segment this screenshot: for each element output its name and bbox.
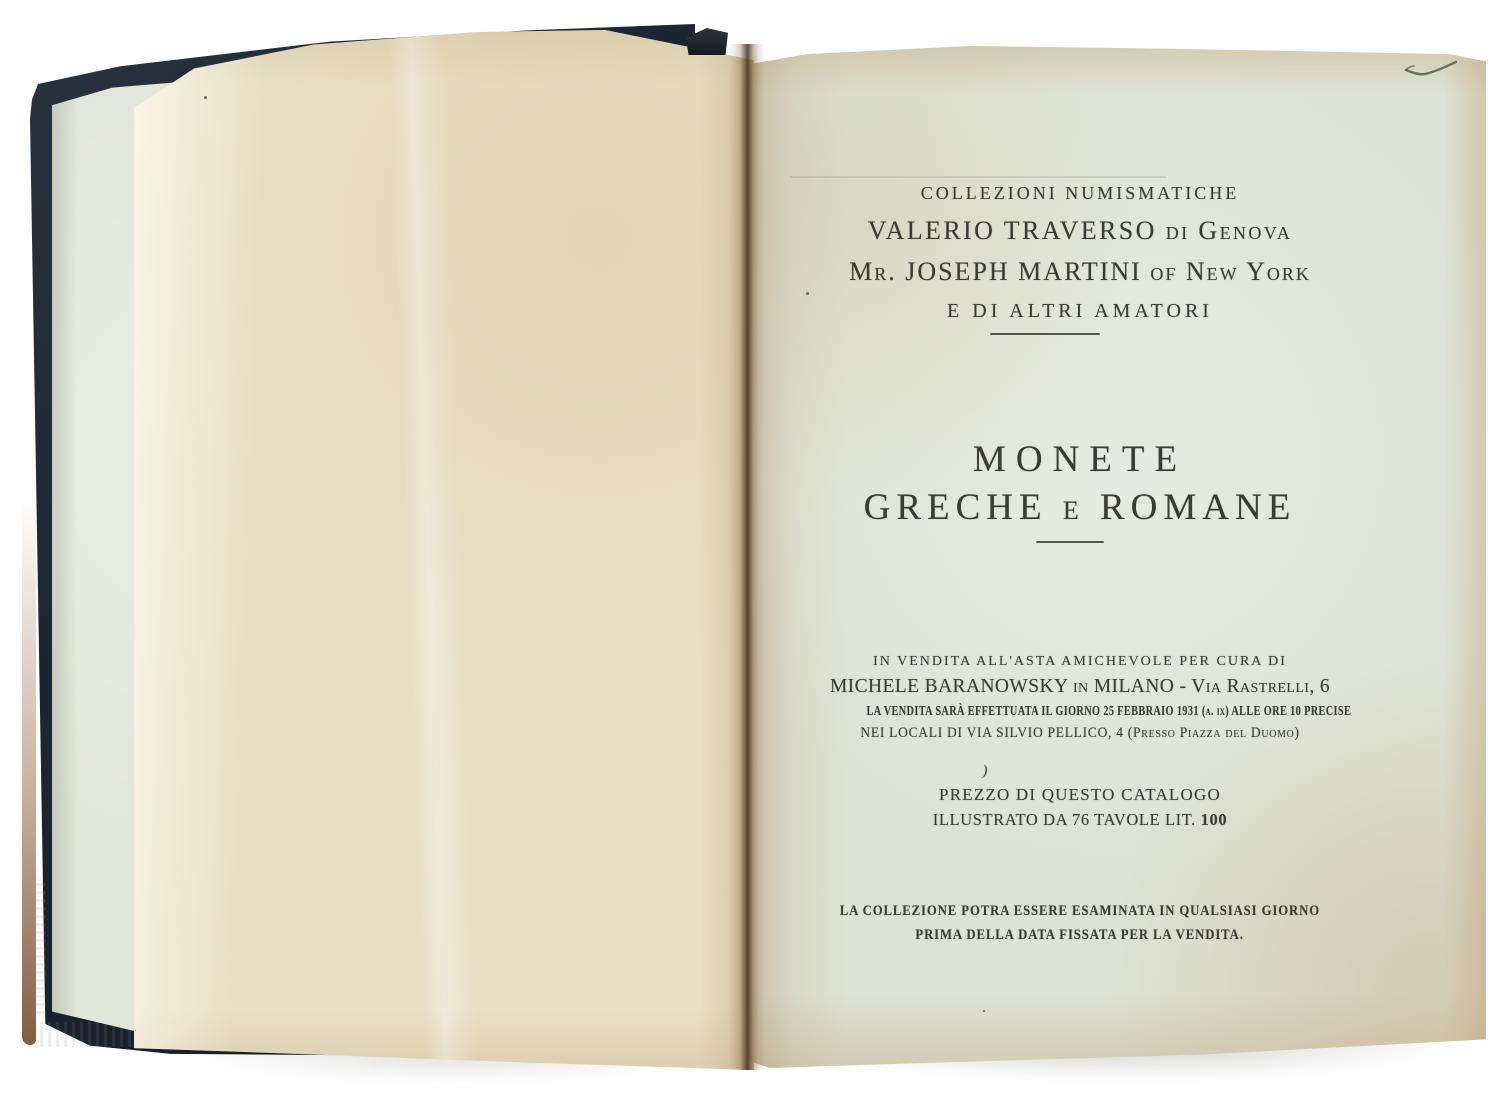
catalog-price-line-1: PREZZO DI QUESTO CATALOGO: [939, 785, 1221, 804]
catalog-price-amount: 100: [1200, 810, 1228, 829]
series-title: COLLEZIONI NUMISMATICHE: [920, 183, 1240, 203]
sale-location-line: [790, 725, 1370, 742]
viewing-note-text-2: PRIMA DELLA DATA FISSATA PER LA VENDITA.: [915, 927, 1245, 943]
collection-owner-line-1: VALERIO TRAVERSO di Genova: [867, 216, 1293, 245]
pencil-check-mark: [1404, 58, 1458, 86]
gutter-shadow: [729, 44, 765, 1070]
viewing-note-text-1: LA COLLEZIONE POTRA ESSERE ESAMINATA IN QUALSIASI GIORNO: [839, 903, 1321, 919]
cover-tooling-pattern-left: [33, 882, 46, 1014]
catalog-price-line-2: [790, 811, 1370, 829]
sale-date-line: [790, 704, 1370, 719]
auctioneer-address-line: MICHELE BARANOWSKY in MILANO - Via Rastrelli, 6: [829, 676, 1331, 697]
main-title-line-2: GRECHE e ROMANE: [863, 487, 1297, 528]
viewing-note-line-2: [790, 928, 1370, 944]
collection-owner-line-3: E DI ALTRI AMATORI: [947, 300, 1213, 322]
divider-rule-upper: [990, 333, 1100, 335]
title-page-text-block: [790, 0, 1370, 1108]
viewing-note-line-1: [790, 904, 1370, 920]
divider-rule-lower: [1036, 541, 1104, 543]
sale-notice-line-1: IN VENDITA ALL'ASTA AMICHEVOLE PER CURA DI: [873, 654, 1287, 669]
sale-date-text: LA VENDITA SARÀ EFFETTUATA IL GIORNO 25 FEBBRAIO 1931 (a. ix) ALLE ORE 10 PRECISE: [866, 703, 1352, 718]
blank-flyleaf-page: [134, 30, 754, 1070]
main-title-line-1: MONETE: [972, 439, 1188, 480]
sale-location-text: NEI LOCALI DI VIA SILVIO PELLICO, 4 (Presso Piazza del Duomo): [860, 725, 1300, 741]
faint-impressed-rule: [790, 176, 1166, 178]
catalog-price-text: ILLUSTRATO DA 76 TAVOLE LIT.: [932, 810, 1201, 829]
stray-ink-mark: ): [982, 763, 988, 779]
paper-speck: [204, 96, 207, 99]
collection-owner-line-2: Mr. JOSEPH MARTINI of New York: [849, 257, 1311, 286]
